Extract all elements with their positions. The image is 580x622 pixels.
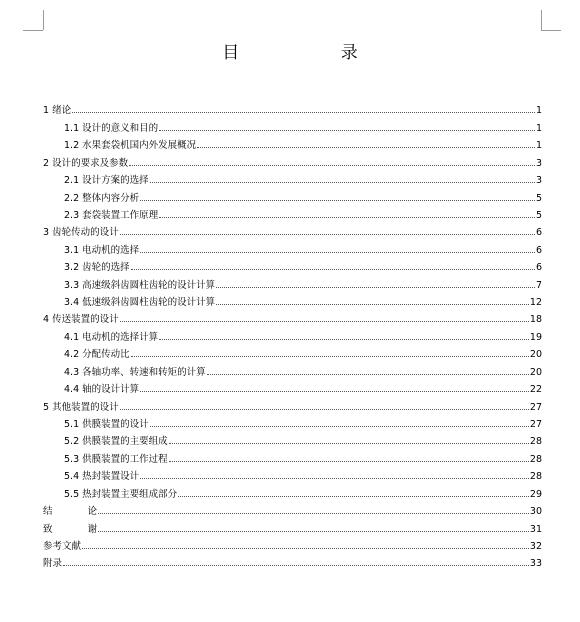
toc-entry[interactable] (43, 221, 542, 238)
toc-entry[interactable] (43, 343, 542, 360)
toc-entry-label: 2.3 套袋装置工作原理 (64, 209, 159, 221)
toc-entry-label: 1.2 水果套袋机国内外发展概况 (64, 140, 197, 152)
toc-entry[interactable] (43, 552, 542, 569)
toc-dot-leader (150, 426, 529, 427)
toc-dot-leader (98, 513, 529, 514)
toc-entry[interactable] (43, 273, 542, 290)
toc-dot-leader (159, 217, 535, 218)
toc-entry-page: 1 (535, 105, 542, 117)
toc-dot-leader (82, 548, 529, 549)
toc-dot-leader (140, 478, 529, 479)
toc-entry-label: 5 其他装置的设计 (43, 401, 119, 413)
toc-entry[interactable] (43, 116, 542, 133)
toc-entry-label: 4.2 分配传动比 (64, 349, 130, 361)
toc-entry-page: 1 (535, 122, 542, 134)
toc-entry[interactable] (43, 500, 542, 517)
table-of-contents (43, 99, 542, 569)
toc-entry-label: 4.1 电动机的选择计算 (64, 331, 159, 343)
toc-entry-label: 4 传送装置的设计 (43, 314, 119, 326)
toc-entry-page: 27 (529, 401, 542, 413)
toc-entry-page: 12 (529, 297, 542, 309)
toc-dot-leader (159, 339, 529, 340)
toc-entry[interactable] (43, 186, 542, 203)
toc-entry-page: 29 (529, 488, 542, 500)
toc-dot-leader (63, 565, 529, 566)
toc-dot-leader (207, 374, 529, 375)
toc-entry-page: 5 (535, 209, 542, 221)
toc-entry[interactable] (43, 325, 542, 342)
toc-dot-leader (129, 165, 535, 166)
toc-entry[interactable] (43, 482, 542, 499)
toc-entry-label: 致 谢 (43, 523, 98, 535)
toc-dot-leader (72, 112, 535, 113)
toc-dot-leader (120, 234, 535, 235)
toc-entry[interactable] (43, 395, 542, 412)
toc-entry[interactable] (43, 447, 542, 464)
toc-entry-page: 1 (535, 140, 542, 152)
toc-entry-page: 18 (529, 314, 542, 326)
toc-dot-leader (169, 443, 529, 444)
toc-dot-leader (150, 182, 535, 183)
toc-dot-leader (197, 147, 535, 148)
toc-entry[interactable] (43, 308, 542, 325)
toc-entry-page: 30 (529, 506, 542, 518)
toc-entry[interactable] (43, 465, 542, 482)
toc-entry-page: 22 (529, 384, 542, 396)
toc-entry[interactable] (43, 204, 542, 221)
toc-dot-leader (159, 130, 535, 131)
toc-entry-page: 32 (529, 540, 542, 552)
toc-entry-label: 3.3 高速级斜齿圆柱齿轮的设计计算 (64, 279, 216, 291)
toc-dot-leader (169, 461, 529, 462)
toc-entry[interactable] (43, 256, 542, 273)
toc-entry-label: 附录 (43, 558, 63, 570)
toc-entry-label: 4.4 轴的设计计算 (64, 384, 140, 396)
toc-entry-label: 1.1 设计的意义和目的 (64, 122, 159, 134)
toc-entry[interactable] (43, 413, 542, 430)
toc-dot-leader (140, 391, 529, 392)
toc-entry-page: 3 (535, 157, 542, 169)
toc-entry-label: 参考文献 (43, 540, 82, 552)
toc-entry[interactable] (43, 151, 542, 168)
toc-entry-label: 3.4 低速级斜齿圆柱齿轮的设计计算 (64, 297, 216, 309)
toc-title: 目 录 (222, 43, 406, 63)
toc-dot-leader (98, 531, 529, 532)
toc-entry[interactable] (43, 238, 542, 255)
toc-entry-page: 5 (535, 192, 542, 204)
toc-entry-label: 3.1 电动机的选择 (64, 244, 140, 256)
toc-entry-label: 5.4 热封装置设计 (64, 471, 140, 483)
toc-entry-label: 结 论 (43, 506, 98, 518)
toc-entry-page: 33 (529, 558, 542, 570)
toc-entry-page: 31 (529, 523, 542, 535)
toc-entry-label: 2 设计的要求及参数 (43, 157, 129, 169)
toc-dot-leader (216, 287, 535, 288)
toc-entry[interactable] (43, 517, 542, 534)
toc-entry-page: 20 (529, 349, 542, 361)
toc-dot-leader (216, 304, 529, 305)
toc-entry-page: 6 (535, 227, 542, 239)
toc-dot-leader (131, 356, 529, 357)
toc-entry-label: 2.1 设计方案的选择 (64, 175, 149, 187)
toc-entry-label: 3 齿轮传动的设计 (43, 227, 119, 239)
toc-entry-page: 6 (535, 262, 542, 274)
toc-entry[interactable] (43, 430, 542, 447)
toc-entry[interactable] (43, 360, 542, 377)
toc-entry-page: 28 (529, 471, 542, 483)
toc-dot-leader (140, 200, 535, 201)
toc-entry[interactable] (43, 378, 542, 395)
toc-entry[interactable] (43, 169, 542, 186)
toc-entry-label: 5.3 供膜装置的工作过程 (64, 453, 168, 465)
toc-dot-leader (140, 252, 535, 253)
toc-entry-label: 5.2 供膜装置的主要组成 (64, 436, 168, 448)
toc-entry-label: 4.3 各轴功率、转速和转矩的计算 (64, 366, 206, 378)
toc-entry-label: 3.2 齿轮的选择 (64, 262, 130, 274)
toc-entry-label: 5.5 热封装置主要组成部分 (64, 488, 178, 500)
toc-entry-label: 1 绪论 (43, 105, 72, 117)
toc-entry-page: 28 (529, 453, 542, 465)
toc-entry[interactable] (43, 99, 542, 116)
toc-dot-leader (120, 321, 529, 322)
toc-entry-page: 6 (535, 244, 542, 256)
toc-entry-label: 2.2 整体内容分析 (64, 192, 140, 204)
toc-entry[interactable] (43, 535, 542, 552)
toc-entry-page: 20 (529, 366, 542, 378)
toc-dot-leader (131, 269, 535, 270)
toc-dot-leader (178, 496, 529, 497)
toc-entry-page: 27 (529, 419, 542, 431)
toc-entry[interactable] (43, 291, 542, 308)
toc-entry-page: 28 (529, 436, 542, 448)
toc-entry-page: 19 (529, 331, 542, 343)
toc-entry-page: 7 (535, 279, 542, 291)
toc-entry-label: 5.1 供膜装置的设计 (64, 419, 149, 431)
toc-dot-leader (120, 409, 529, 410)
toc-entry[interactable] (43, 134, 542, 151)
toc-entry-page: 3 (535, 175, 542, 187)
